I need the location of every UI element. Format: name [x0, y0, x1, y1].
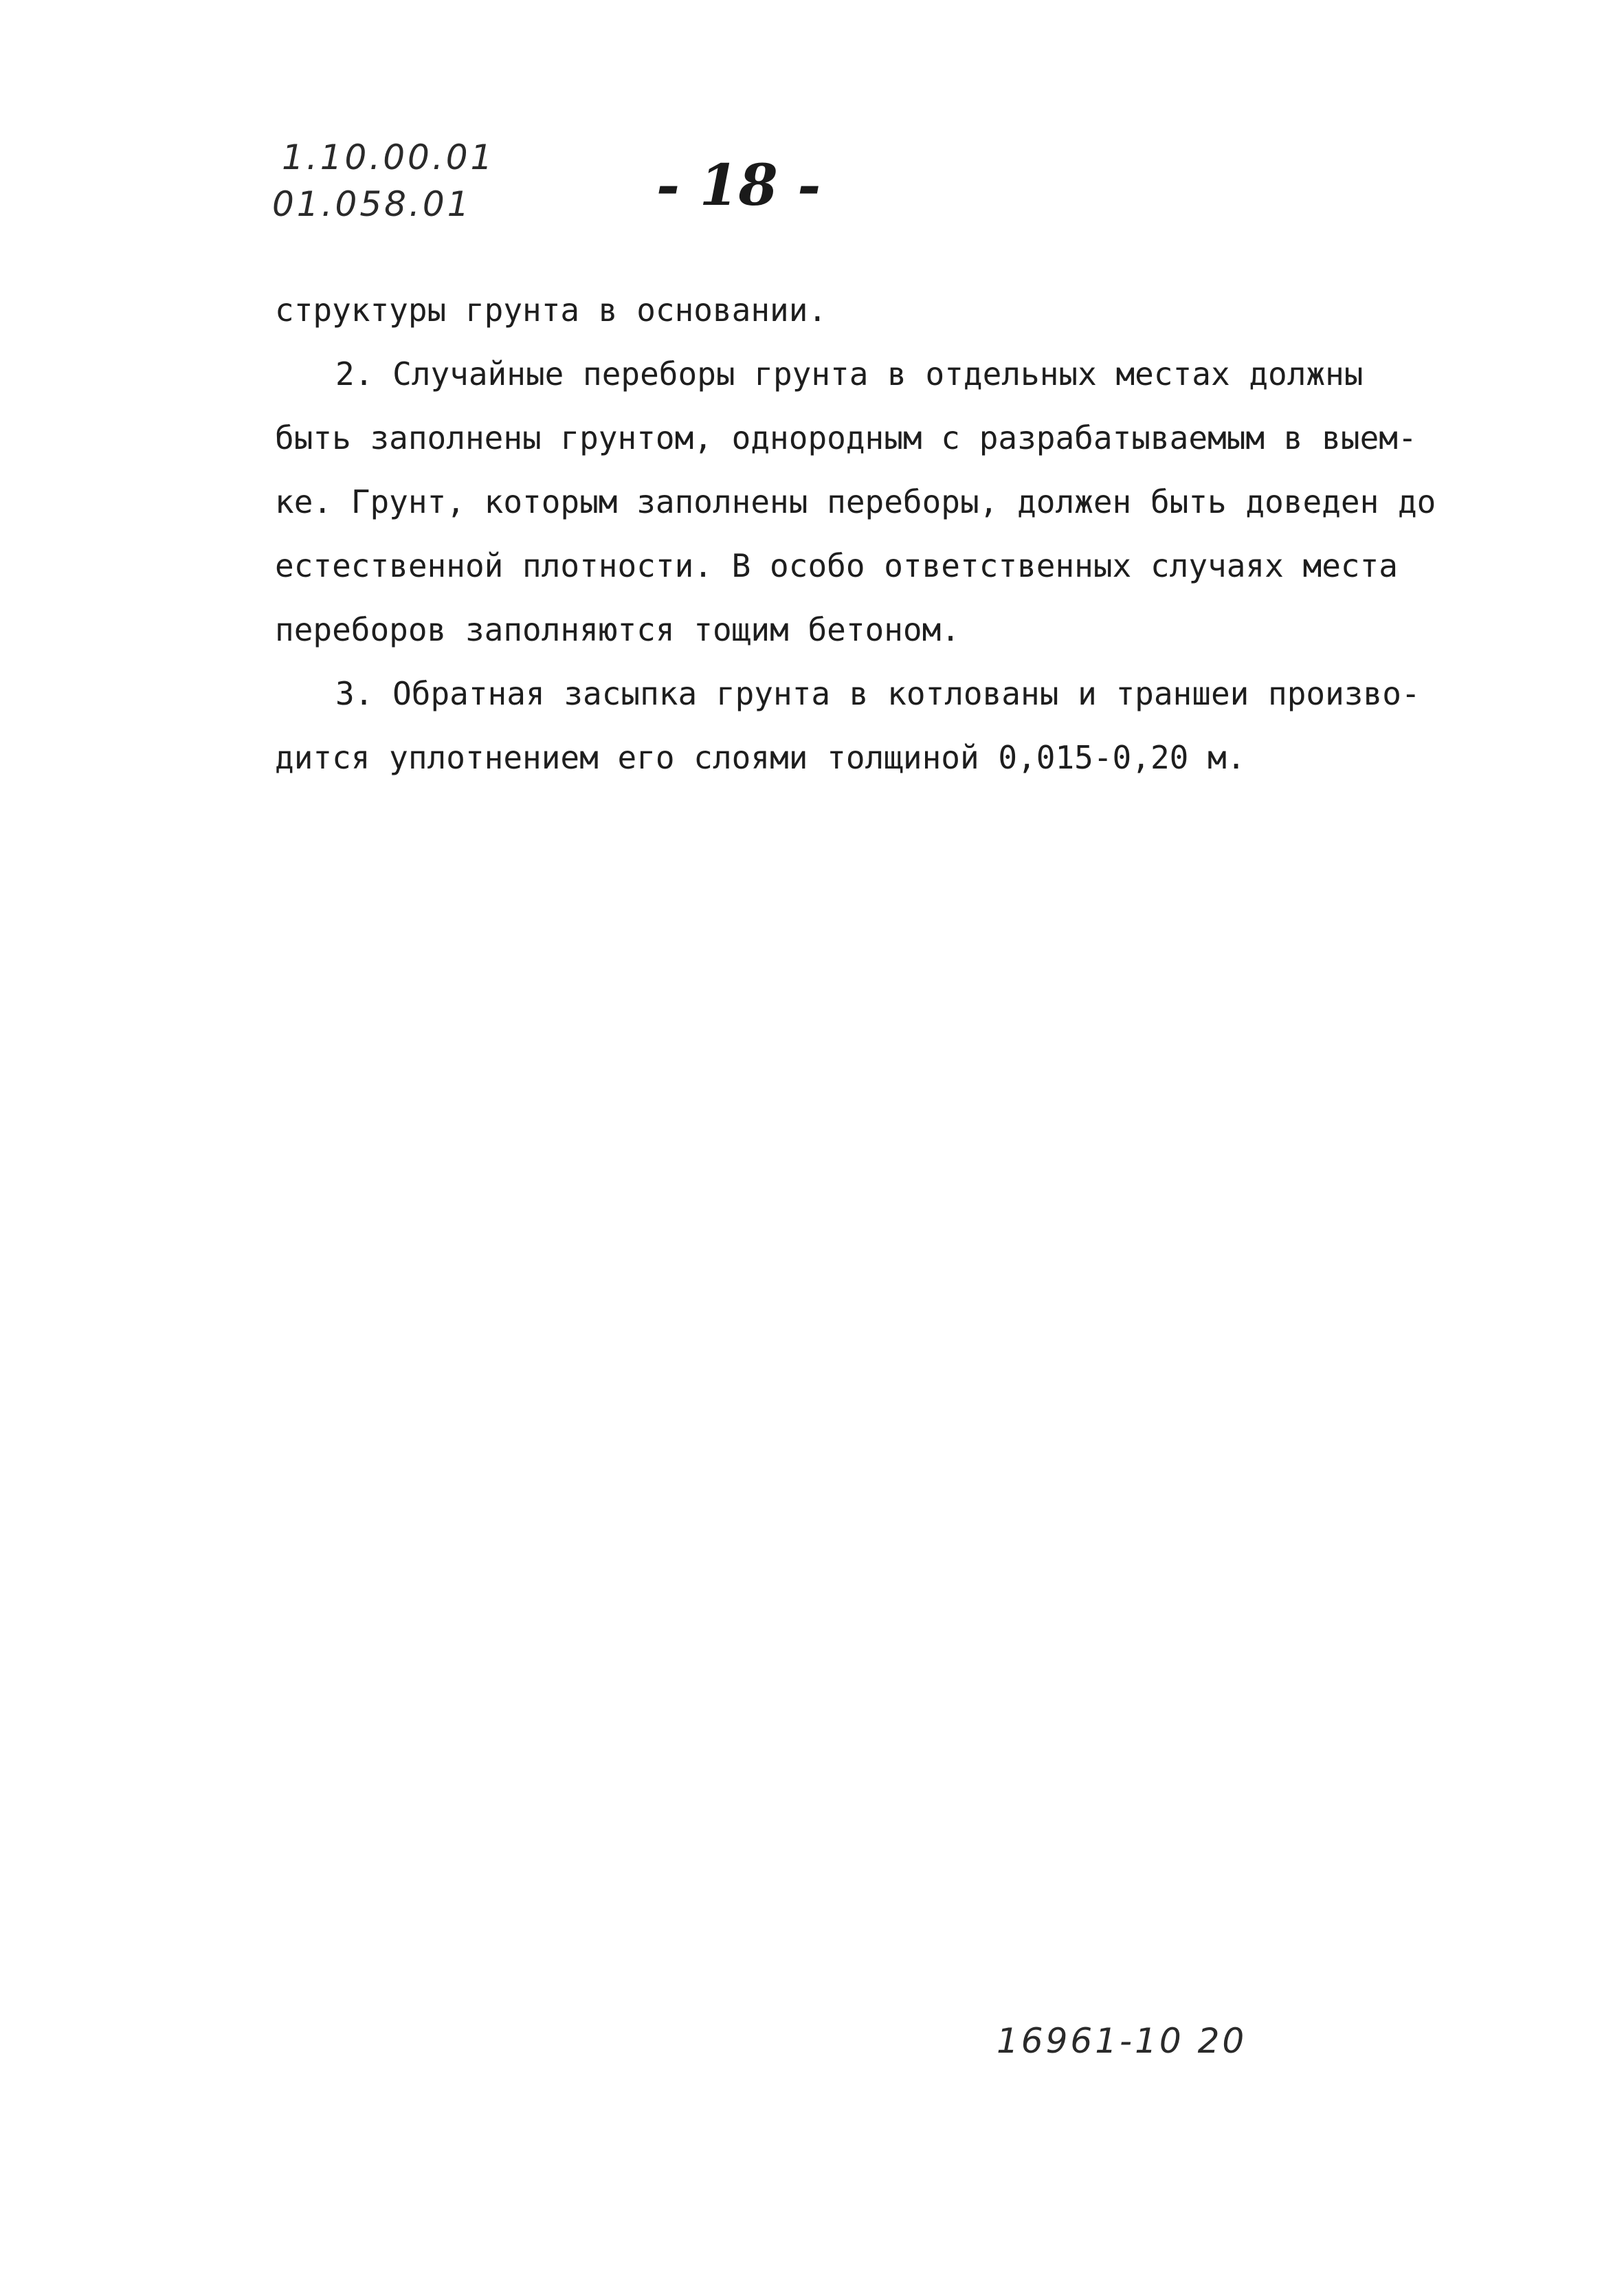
body-line: переборов заполняются тощим бетоном. — [275, 611, 960, 648]
body-line: структуры грунта в основании. — [275, 291, 827, 329]
body-line: дится уплотнением его слоями толщиной 0,015-0,20 м. — [275, 739, 1246, 776]
page-number: - 18 - — [656, 153, 821, 219]
body-line: быть заполнены грунтом, однородным с разрабатываемым в выем- — [275, 419, 1417, 456]
archive-number: 16961-10 20 — [997, 2021, 1247, 2061]
document-code-line-2: 01.058.01 — [272, 184, 472, 224]
paragraph-2-first-line: 2. Случайные переборы грунта в отдельных местах должны — [335, 355, 1364, 393]
body-line: ке. Грунт, которым заполнены переборы, должен быть доведен до — [275, 483, 1436, 520]
paragraph-3-first-line: 3. Обратная засыпка грунта в котлованы и траншеи произво- — [335, 675, 1421, 712]
body-line: естественной плотности. В особо ответственных случаях места — [275, 547, 1398, 584]
document-code-line-1: 1.10.00.01 — [282, 137, 496, 177]
document-body — [275, 278, 1457, 790]
